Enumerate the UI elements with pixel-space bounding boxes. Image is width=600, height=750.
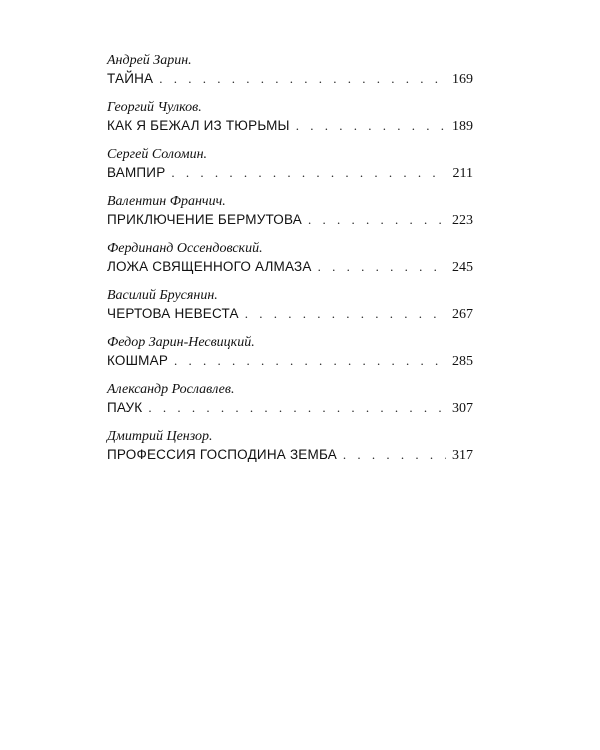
- leader-dots: [245, 304, 446, 324]
- toc-line: [107, 69, 473, 89]
- toc-title: ПРОФЕССИЯ ГОСПОДИНА ЗЕМБА: [107, 447, 337, 462]
- toc-author: Василий Брусянин.: [107, 288, 218, 303]
- toc-title: ЧЕРТОВА НЕВЕСТА: [107, 306, 239, 321]
- toc-entry: [107, 99, 473, 146]
- toc-line: [107, 398, 473, 418]
- toc-entry: [107, 287, 473, 334]
- toc-author: Валентин Франчич.: [107, 194, 226, 209]
- toc-entry: [107, 146, 473, 193]
- toc-author: Александр Рославлев.: [107, 382, 235, 397]
- toc-entry: [107, 428, 473, 475]
- toc-title: ТАЙНА: [107, 71, 154, 86]
- toc-page-number: 245: [452, 260, 473, 275]
- toc-line: [107, 445, 473, 465]
- toc-line: [107, 351, 473, 371]
- toc-line: [107, 210, 473, 230]
- toc-entry: [107, 52, 473, 99]
- leader-dots: [174, 351, 446, 371]
- toc-author: Дмитрий Цензор.: [107, 429, 213, 444]
- toc-page-number: 317: [452, 448, 473, 463]
- toc-title: КАК Я БЕЖАЛ ИЗ ТЮРЬМЫ: [107, 118, 290, 133]
- toc-line: [107, 257, 473, 277]
- leader-dots: [296, 116, 446, 136]
- toc-page-number: 211: [452, 166, 473, 181]
- toc-author: Фердинанд Оссендовский.: [107, 241, 263, 256]
- toc-line: [107, 163, 473, 183]
- toc-title: ЛОЖА СВЯЩЕННОГО АЛМАЗА: [107, 259, 312, 274]
- toc-title: ПРИКЛЮЧЕНИЕ БЕРМУТОВА: [107, 212, 302, 227]
- toc-entry: [107, 240, 473, 287]
- toc-page-number: 307: [452, 401, 473, 416]
- toc-title: ПАУК: [107, 400, 143, 415]
- toc-title: КОШМАР: [107, 353, 169, 368]
- toc-page-number: 189: [452, 119, 473, 134]
- toc-entry: [107, 334, 473, 381]
- leader-dots: [308, 210, 446, 230]
- toc-author: Федор Зарин-Несвицкий.: [107, 335, 255, 350]
- toc-page-number: 169: [452, 72, 473, 87]
- toc-author: Сергей Соломин.: [107, 147, 208, 162]
- toc-title: ВАМПИР: [107, 165, 166, 180]
- toc-line: [107, 304, 473, 324]
- toc-author: Георгий Чулков.: [107, 100, 202, 115]
- toc-page-number: 267: [452, 307, 473, 322]
- leader-dots: [343, 445, 446, 465]
- leader-dots: [159, 69, 446, 89]
- toc-entry: [107, 193, 473, 240]
- toc-line: [107, 116, 473, 136]
- leader-dots: [318, 257, 446, 277]
- leader-dots: [148, 398, 446, 418]
- toc-page-number: 285: [452, 354, 473, 369]
- toc-entry: [107, 381, 473, 428]
- toc-page-number: 223: [452, 213, 473, 228]
- table-of-contents: [107, 52, 473, 475]
- leader-dots: [171, 163, 446, 183]
- toc-author: Андрей Зарин.: [107, 53, 192, 68]
